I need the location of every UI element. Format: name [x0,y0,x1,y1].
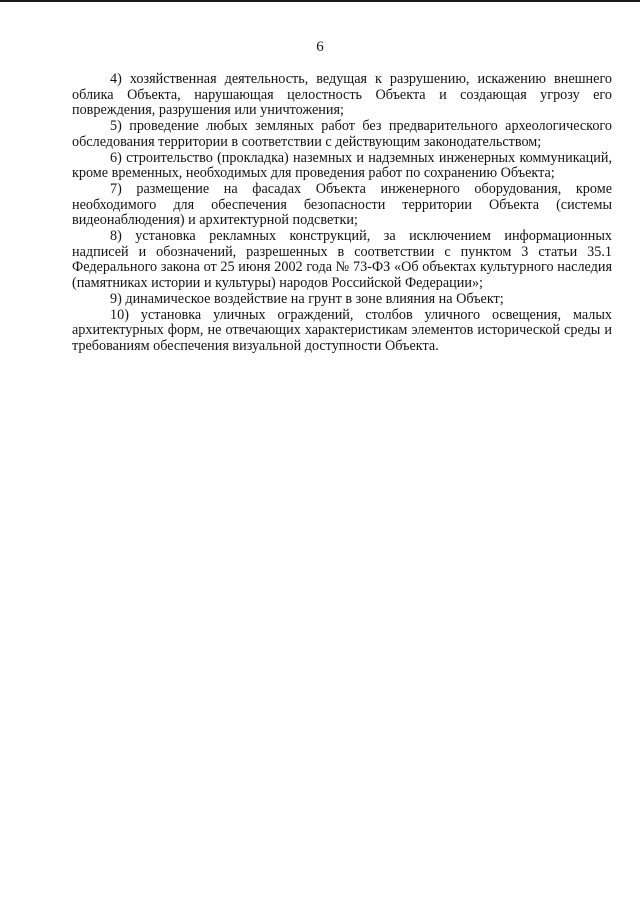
list-item-4: 4) хозяйственная деятельность, ведущая к разрушению, искажению внешнего облика Объекта, нарушающая целостность Объекта и создающая угрозу его повреждения, разрушения или уничтожения; [72,71,612,119]
list-item-7: 7) размещение на фасадах Объекта инженерного оборудования, кроме необходимого для обеспечения безопасности территории Объекта (системы видеонаблюдения) и архитектурной подсветки; [72,180,612,229]
document-body [72,72,612,355]
list-item-6: 6) строительство (прокладка) наземных и надземных инженерных коммуникаций, кроме временных, необходимых для проведения работ по сохранению Объекта; [72,149,612,182]
scan-top-edge [0,0,640,2]
list-item-8: 8) установка рекламных конструкций, за исключением информационных надписей и обозначений, разрешенных в соответствии с пунктом 3 статьи 35.1 Федерального закона от 25 июня 2002 года № 73-ФЗ «Об объектах культурного наследия (памятниках истории и культуры) народов Российской Федерации»; [72,228,612,292]
list-item-10: 10) установка уличных ограждений, столбов уличного освещения, малых архитектурных форм, не отвечающих характеристикам элементов исторической среды и требованиям обеспечения визуальной доступности Объекта. [72,306,612,354]
page-number: 6 [316,39,324,55]
list-item-9: 9) динамическое воздействие на грунт в зоне влияния на Объект; [110,290,504,307]
list-item-5: 5) проведение любых земляных работ без предварительного археологического обследования территории в соответствии с действующим законодательством; [72,118,612,150]
